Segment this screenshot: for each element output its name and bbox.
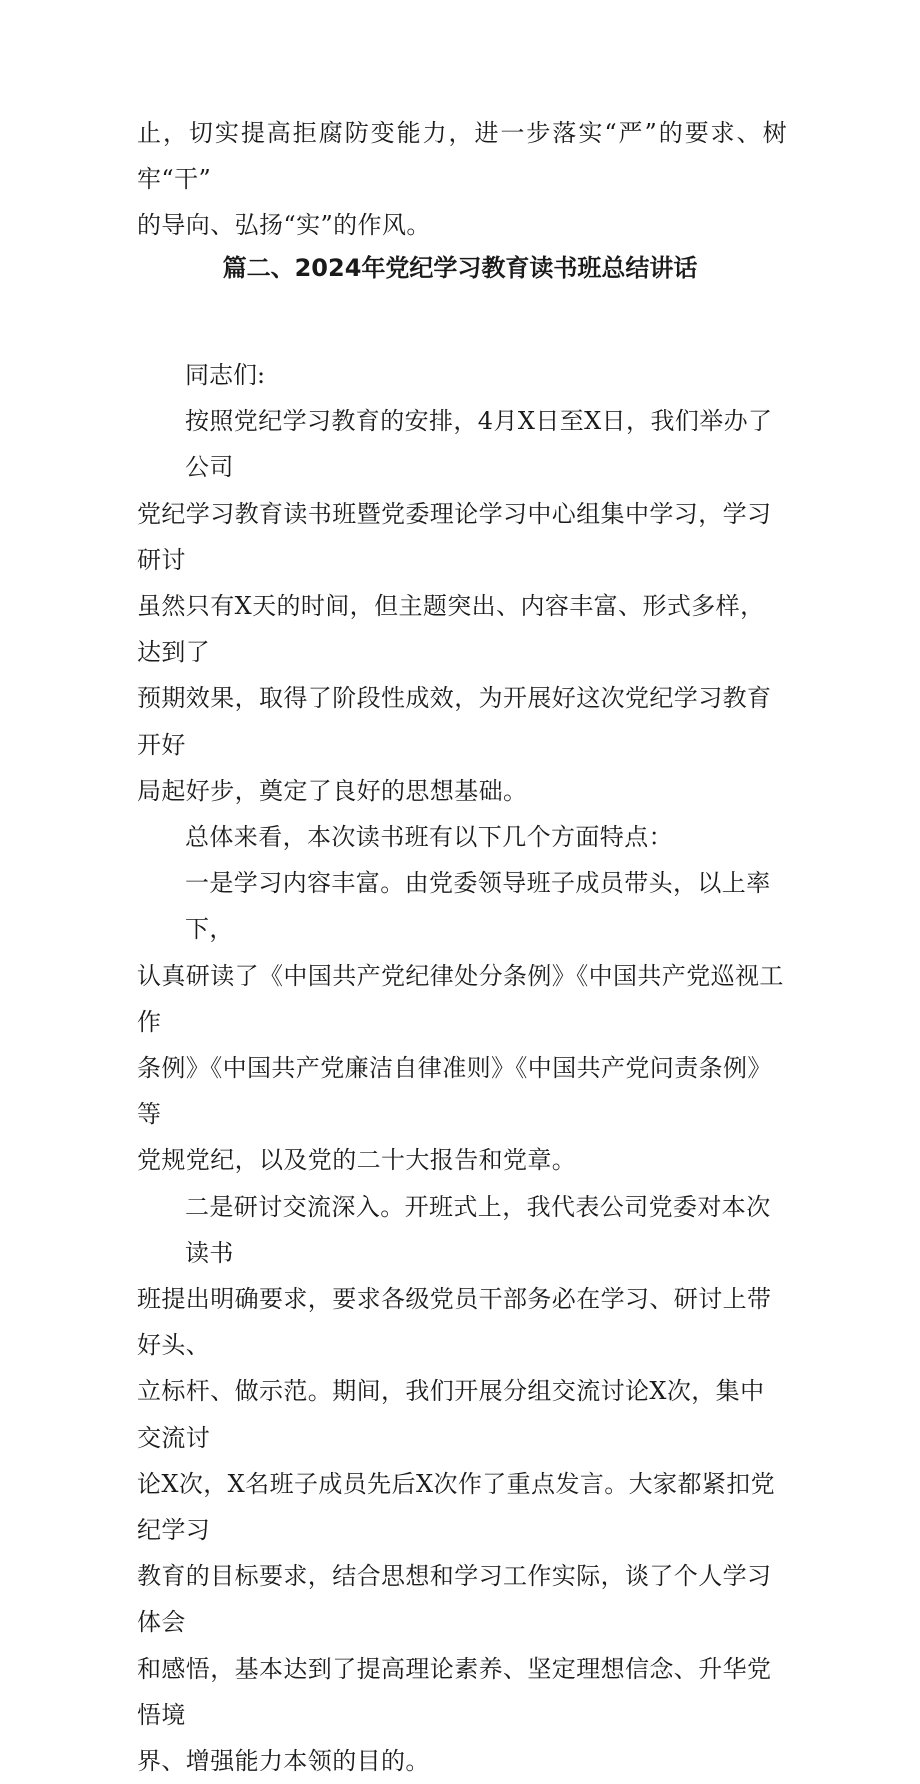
text-line: 止，切实提高拒腐防变能力，进一步落实“严”的要求、树牢“干”	[137, 119, 787, 194]
point-one-paragraph	[137, 860, 787, 1183]
speech-body	[137, 352, 787, 1784]
text-line: 党规党纪，以及党的二十大报告和党章。	[137, 1146, 577, 1175]
salutation-paragraph	[137, 352, 787, 398]
text-line: 局起好步，奠定了良好的思想基础。	[137, 776, 528, 805]
text-line: 认真研读了《中国共产党纪律处分条例》《中国共产党巡视工作	[137, 961, 784, 1036]
text-line: 二是研讨交流深入。开班式上，我代表公司党委对本次读书	[185, 1192, 771, 1267]
text-line: 一是学习内容丰富。由党委领导班子成员带头，以上率下，	[185, 869, 771, 944]
text-line: 班提出明确要求，要求各级党员干部务必在学习、研讨上带好头、	[137, 1285, 772, 1360]
text-line: 教育的目标要求，结合思想和学习工作实际，谈了个人学习体会	[137, 1562, 772, 1637]
text-line: 同志们:	[185, 361, 266, 389]
section-title: 篇二、2024年党纪学习教育读书班总结讲话	[222, 254, 698, 282]
text-line: 立标杆、做示范。期间，我们开展分组交流讨论X次，集中交流讨	[137, 1377, 765, 1452]
text-line: 预期效果，取得了阶段性成效，为开展好这次党纪学习教育开好	[137, 684, 772, 759]
text-line: 界、增强能力本领的目的。	[137, 1747, 430, 1776]
text-line: 虽然只有X天的时间，但主题突出、内容丰富、形式多样，达到了	[137, 592, 765, 667]
continuation-paragraph	[137, 110, 787, 249]
text-line: 条例》《中国共产党廉洁自律准则》《中国共产党问责条例》等	[137, 1054, 772, 1129]
text-line: 总体来看，本次读书班有以下几个方面特点：	[185, 823, 673, 852]
text-line: 的导向、弘扬“实”的作风。	[137, 211, 431, 240]
text-line: 和感悟，基本达到了提高理论素养、坚定理想信念、升华党悟境	[137, 1654, 772, 1729]
overview-paragraph	[137, 814, 787, 860]
text-line: 按照党纪学习教育的安排，4月X日至X日，我们举办了公司	[185, 407, 773, 482]
intro-paragraph	[137, 398, 787, 814]
text-line: 党纪学习教育读书班暨党委理论学习中心组集中学习，学习研讨	[137, 499, 772, 574]
point-two-paragraph	[137, 1184, 787, 1784]
text-line: 论X次，X名班子成员先后X次作了重点发言。大家都紧扣党纪学习	[137, 1469, 776, 1545]
